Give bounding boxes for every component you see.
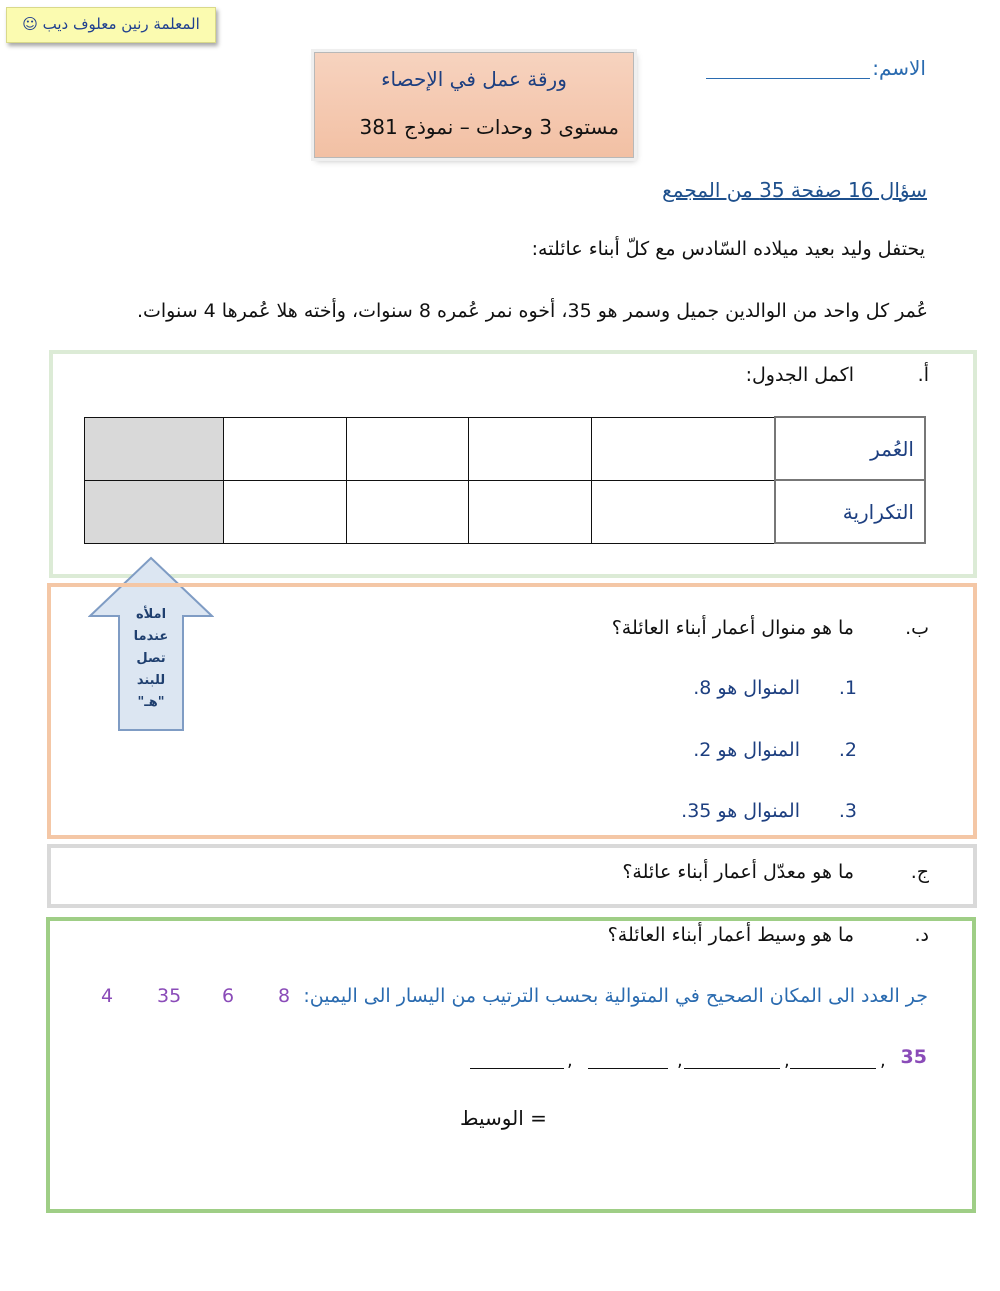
sequence-slot[interactable] <box>684 1068 780 1069</box>
median-label: = الوسيط <box>460 1106 547 1130</box>
arrow-note-line: تصل <box>136 651 166 666</box>
part-a-letter: أ. <box>917 364 929 386</box>
drag-number[interactable]: 35 <box>157 985 182 1007</box>
worksheet-title-box <box>314 52 634 158</box>
sequence-first-value: 35 <box>900 1046 927 1068</box>
part-d-text: ما هو وسيط أعمار أبناء العائلة؟ <box>607 924 854 946</box>
teacher-note: المعلمة رنين معلوف ديب ☺ <box>6 7 216 43</box>
table-cell[interactable] <box>224 480 347 543</box>
question-reference: سؤال 16 صفحة 35 من المجمع <box>662 178 927 202</box>
sequence-comma: , <box>784 1050 790 1071</box>
table-cell[interactable] <box>224 417 347 480</box>
drag-instruction: جر العدد الى المكان الصحيح في المتوالية بحسب الترتيب من اليسار الى اليمين: <box>303 985 928 1007</box>
part-d-box <box>46 917 976 1213</box>
arrow-note-line: "هـ" <box>137 695 165 710</box>
arrow-note-line: للبند <box>136 673 166 688</box>
table-cell-shaded[interactable] <box>85 480 224 543</box>
table-cell[interactable] <box>591 480 775 543</box>
table-cell[interactable] <box>346 480 469 543</box>
drag-number[interactable]: 4 <box>101 985 114 1007</box>
option-1[interactable]: المنوال هو 8. <box>693 677 800 699</box>
worksheet-subtitle: مستوى 3 وحدات – نموذج 381 <box>359 115 619 139</box>
option-2-number: 2. <box>838 739 857 761</box>
part-a-text: اكمل الجدول: <box>745 364 854 386</box>
table-cell[interactable] <box>469 480 592 543</box>
option-2[interactable]: المنوال هو 2. <box>693 739 800 761</box>
part-d-letter: د. <box>914 924 929 946</box>
option-1-number: 1. <box>838 677 857 699</box>
intro-line-2: عُمر كل واحد من الوالدين جميل وسمر هو 35، أخوه نمر عُمره 8 سنوات، وأخته هلا عُمرها 4 سنوات. <box>136 300 928 322</box>
sequence-slot[interactable] <box>470 1068 564 1069</box>
table-cell[interactable] <box>591 417 775 480</box>
name-label: الاسم: <box>872 56 926 80</box>
table-cell[interactable] <box>469 417 592 480</box>
sequence-comma: , <box>880 1050 886 1071</box>
arrow-note-line: املأه <box>135 607 167 622</box>
row-label-age: العُمر <box>775 417 925 480</box>
table-cell-shaded[interactable] <box>85 417 224 480</box>
sequence-slot[interactable] <box>790 1068 876 1069</box>
drag-number[interactable]: 6 <box>222 985 235 1007</box>
sequence-comma: , <box>567 1050 573 1071</box>
worksheet-title: ورقة عمل في الإحصاء <box>381 67 567 91</box>
option-3[interactable]: المنوال هو 35. <box>681 800 800 822</box>
drag-number[interactable]: 8 <box>278 985 291 1007</box>
table-row-frequency <box>85 480 926 543</box>
option-3-number: 3. <box>838 800 857 822</box>
row-label-frequency: التكرارية <box>775 480 925 543</box>
part-c-letter: ج. <box>910 861 929 883</box>
sequence-slot[interactable] <box>588 1068 668 1069</box>
sequence-comma: , <box>677 1050 683 1071</box>
arrow-note-line: عندما <box>133 629 169 644</box>
table-row-age <box>85 417 926 480</box>
intro-line-1: يحتفل وليد بعيد ميلاده السّادس مع كلّ أبناء عائلته: <box>531 238 925 260</box>
name-field[interactable] <box>706 78 870 79</box>
age-frequency-table <box>84 416 926 544</box>
part-b-text: ما هو منوال أعمار أبناء العائلة؟ <box>611 617 854 639</box>
table-cell[interactable] <box>346 417 469 480</box>
part-c-text: ما هو معدّل أعمار أبناء عائلة؟ <box>622 861 854 883</box>
part-b-letter: ب. <box>905 617 929 639</box>
